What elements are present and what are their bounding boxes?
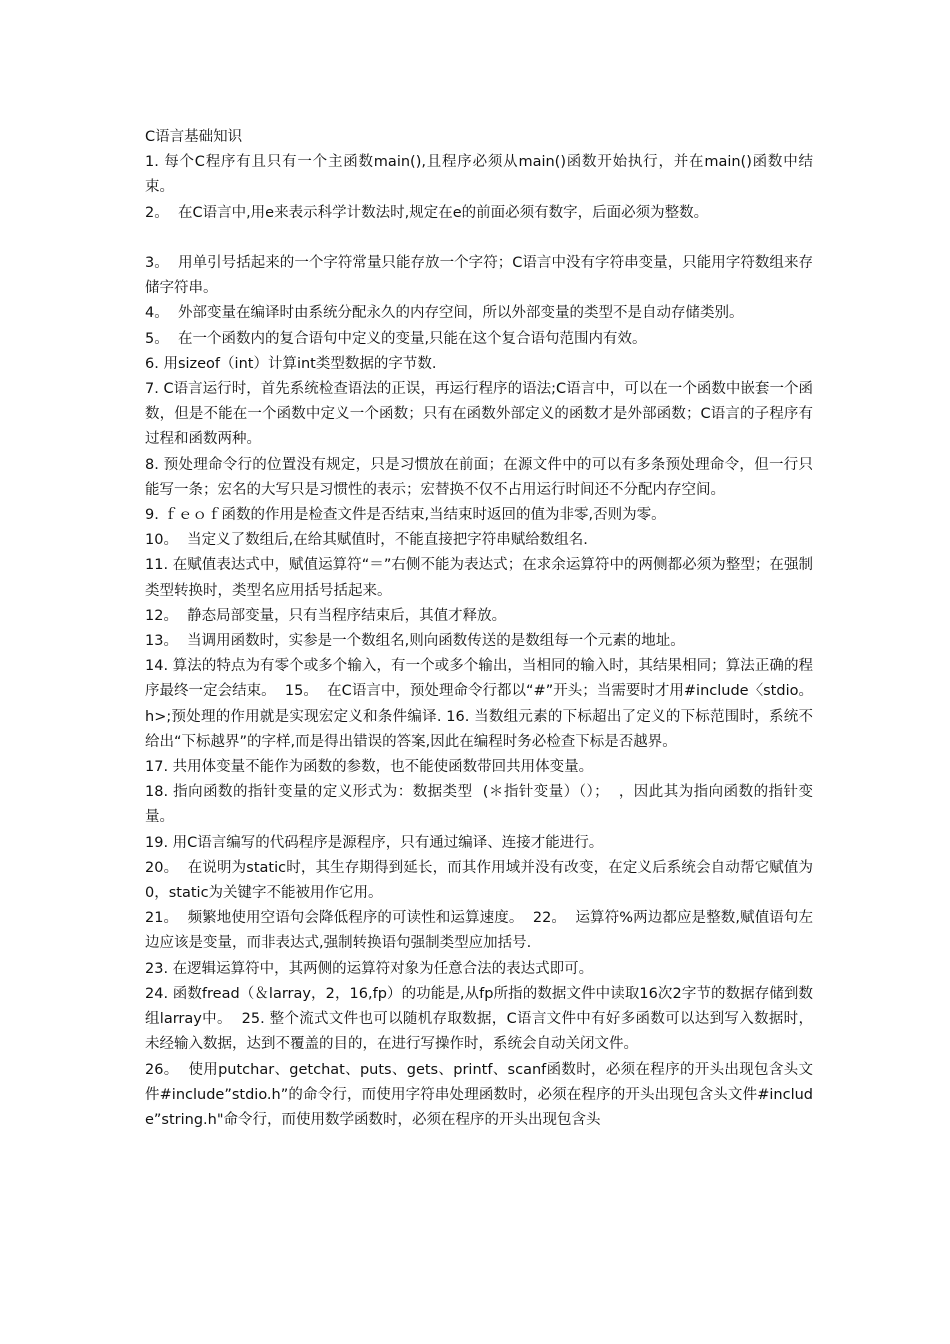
document-title: C语言基础知识 bbox=[145, 129, 243, 145]
paragraph-11: 11. 在赋值表达式中，赋值运算符“＝”右侧不能为表达式；在求余运算符中的两侧都必须为整型；在强制类型转换时，类型名应用括号括起来。 bbox=[145, 557, 813, 599]
document-body bbox=[145, 125, 813, 1133]
paragraph-7: 7. C语言运行时，首先系统检查语法的正误，再运行程序的语法;C语言中，可以在一个函数中嵌套一个函数，但是不能在一个函数中定义一个函数；只有在函数外部定义的函数才是外部函数；C语言的子程序有过程和函数两种。 bbox=[145, 381, 813, 448]
paragraph-18: 18. 指向函数的指针变量的定义形式为：数据类型 (＊指针变量）（）； ，因此其为指向函数的指针变量。 bbox=[145, 784, 813, 826]
paragraph-10: 10。 当定义了数组后,在给其赋值时，不能直接把字符串赋给数组名. bbox=[145, 532, 588, 549]
paragraph-26: 26。 使用putchar、getchat、puts、gets、printf、scanf函数时，必须在程序的开头出现包含头文件#include”stdio.h”的命令行，而使用字符串处理函数时，必须在程序的开头出现包含头文件#include”string.h"命令行，而使用数学函数时，必须在程序的开头出现包含头 bbox=[145, 1061, 813, 1128]
paragraph-2: 2。 在C语言中,用e来表示科学计数法时,规定在e的前面必须有数字，后面必须为整数。 bbox=[145, 204, 709, 221]
paragraph-24-25: 24. 函数fread（＆larray，2，16,fp）的功能是,从fp所指的数据文件中读取16次2字节的数据存储到数组larray中。 25. 整个流式文件也可以随机存取数据，C语言文件中有好多函数可以达到写入数据时，未经输入数据，达到不覆盖的目的，在进行写操作时，系统会自动关闭文件。 bbox=[145, 985, 813, 1053]
paragraph-6: 6. 用sizeof（int）计算int类型数据的字节数. bbox=[145, 355, 437, 372]
paragraph-9: 9. ｆｅｏｆ函数的作用是检查文件是否结束,当结束时返回的值为非零,否则为零。 bbox=[145, 507, 666, 524]
paragraph-14-16: 14. 算法的特点为有零个或多个输入，有一个或多个输出，当相同的输入时，其结果相同；算法正确的程序最终一定会结束。 15。 在C语言中，预处理命令行都以“#”开头；当需要时才用#include〈stdio。h>;预处理的作用就是实现宏定义和条件编译. 16. 当数组元素的下标超出了定义的下标范围时，系统不给出“下标越界”的字样,而是得出错误的答案,因此在编程时务必检查下标是否越界。 bbox=[145, 658, 813, 750]
paragraph-5: 5。 在一个函数内的复合语句中定义的变量,只能在这个复合语句范围内有效。 bbox=[145, 330, 647, 347]
paragraph-20: 20。 在说明为static时，其生存期得到延长，而其作用域并没有改变，在定义后系统会自动帮它赋值为0，static为关键字不能被用作它用。 bbox=[145, 859, 813, 902]
paragraph-13: 13。 当调用函数时，实参是一个数组名,则向函数传送的是数组每一个元素的地址。 bbox=[145, 633, 685, 650]
paragraph-4: 4。 外部变量在编译时由系统分配永久的内存空间，所以外部变量的类型不是自动存储类别。 bbox=[145, 305, 744, 322]
paragraph-3: 3。 用单引号括起来的一个字符常量只能存放一个字符；C语言中没有字符串变量，只能用字符数组来存储字符串。 bbox=[145, 255, 813, 297]
paragraph-21-22: 21。 频繁地使用空语句会降低程序的可读性和运算速度。 22。 运算符%两边都应是整数,赋值语句左边应该是变量，而非表达式,强制转换语句强制类型应加括号. bbox=[145, 910, 813, 952]
paragraph-19: 19. 用C语言编写的代码程序是源程序，只有通过编译、连接才能进行。 bbox=[145, 834, 604, 851]
paragraph-12: 12。 静态局部变量，只有当程序结束后，其值才释放。 bbox=[145, 607, 507, 624]
paragraph-23: 23. 在逻辑运算符中，其两侧的运算符对象为任意合法的表达式即可。 bbox=[145, 960, 594, 977]
paragraph-1: 1. 每个C程序有且只有一个主函数main(),且程序必须从main()函数开始执行，并在main()函数中结束。 bbox=[145, 154, 813, 196]
blank-line bbox=[145, 226, 813, 251]
paragraph-17: 17. 共用体变量不能作为函数的参数，也不能使函数带回共用体变量。 bbox=[145, 759, 594, 776]
paragraph-8: 8. 预处理命令行的位置没有规定，只是习惯放在前面；在源文件中的可以有多条预处理命令，但一行只能写一条；宏名的大写只是习惯性的表示；宏替换不仅不占用运行时间还不分配内存空间。 bbox=[145, 456, 813, 498]
